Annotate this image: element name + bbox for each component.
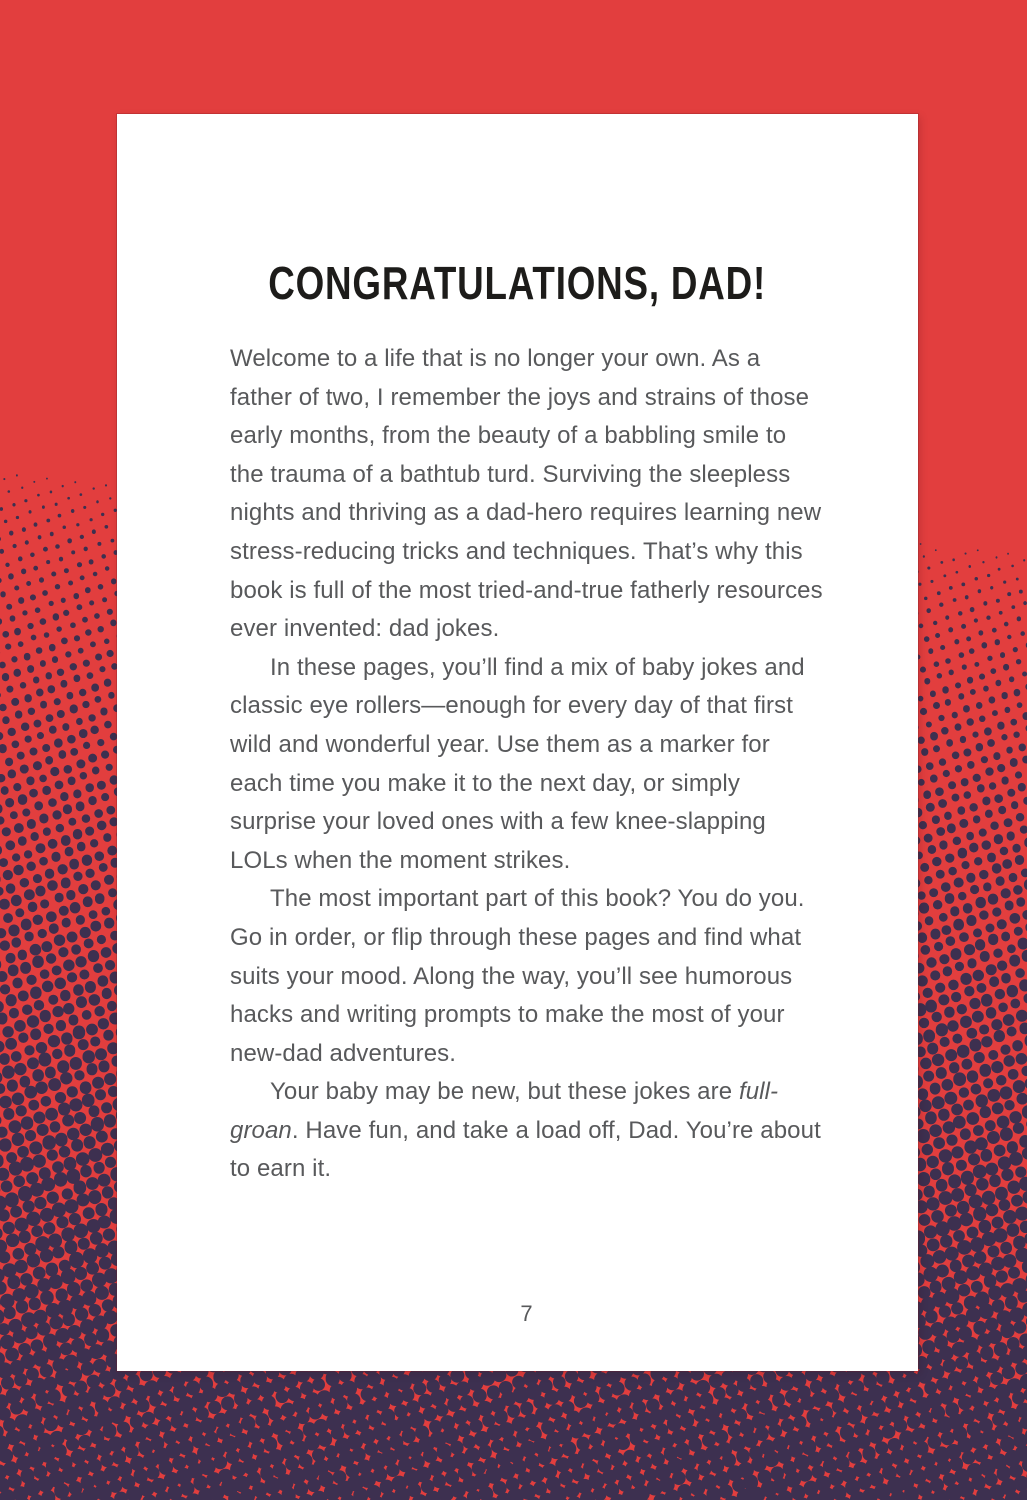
paragraph: The most important part of this book? You do you. Go in order, or flip through these pages and find what suits your mood. Along the way, you’ll see humorous hacks and writing prompts to make the most of your new-dad adventures.	[230, 885, 805, 1067]
paragraph: Welcome to a life that is no longer your own. As a father of two, I remember the joys and strains of those early months, from the beauty of a babbling smile to the trauma of a bathtub turd. Surviving the sleepless nights and thriving as a dad-hero requires learning new stress-reducing tricks and techniques. That’s why this book is full of the most tried-and-true fatherly resources ever invented: dad jokes.	[230, 345, 823, 643]
page-number: 7	[520, 1301, 533, 1326]
paragraph: Your baby may be new, but these jokes are full-groan. Have fun, and take a load off, Dad. You’re about to earn it.	[230, 1078, 821, 1183]
page-body	[230, 340, 823, 1189]
page-title	[117, 257, 918, 309]
page-title-text: CONGRATULATIONS, DAD!	[268, 257, 767, 309]
book-page	[117, 114, 918, 1371]
paragraph: In these pages, you’ll find a mix of baby jokes and classic eye rollers—enough for every day of that first wild and wonderful year. Use them as a marker for each time you make it to the next day, or simply surprise your loved ones with a few knee-slapping LOLs when the moment strikes.	[230, 653, 805, 874]
